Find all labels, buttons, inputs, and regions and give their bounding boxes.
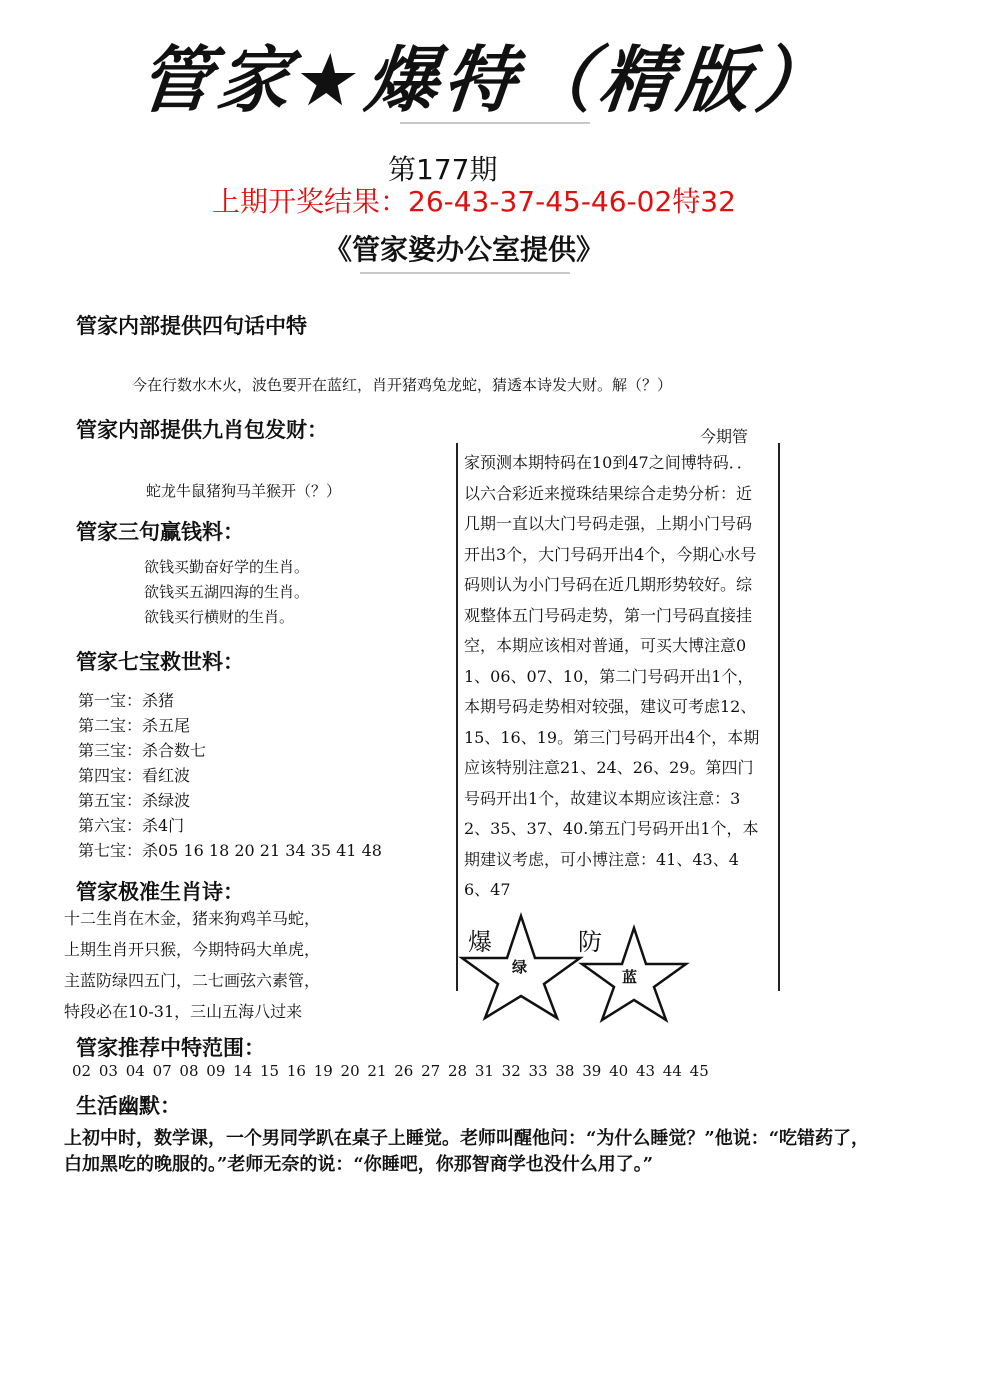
treasure-item: 第一宝：杀猪: [78, 691, 175, 710]
analysis-head: 今期管: [700, 427, 749, 446]
treasure-item: 第六宝：杀4门: [78, 816, 185, 835]
zodiac-poem-lines: [64, 906, 320, 1030]
poem-line: 主蓝防绿四五门，二七画弦六素管，: [64, 971, 321, 990]
star2-label: 防: [578, 928, 602, 956]
three-lines-heading: 管家三句赢钱料：: [76, 519, 244, 544]
nine-zodiac-heading: 管家内部提供九肖包发财：: [76, 417, 328, 442]
three-lines-item: 欲钱买行横财的生肖。: [144, 608, 295, 626]
treasure-item: 第三宝：杀合数七: [78, 741, 207, 760]
seven-treasures-heading: 管家七宝救世料：: [76, 649, 244, 674]
star1-label: 爆: [468, 928, 492, 956]
poem-line: 上期生肖开只猴，今期特码大单虎，: [64, 940, 321, 959]
nine-zodiac-text: 蛇龙牛鼠猪狗马羊猴开（？）: [146, 482, 342, 500]
last-draw-result: 上期开奖结果：26-43-37-45-46-02特32: [212, 185, 736, 218]
four-lines-heading: 管家内部提供四句话中特: [76, 313, 307, 338]
treasure-item: 第七宝：杀05 16 18 20 21 34 35 41 48: [78, 841, 382, 860]
range-heading: 管家推荐中特范围：: [76, 1035, 265, 1060]
issue-number: 第177期: [388, 153, 498, 186]
provider-underline-decoration: [360, 272, 570, 274]
seven-treasures-list: [78, 688, 382, 863]
poem-line: 特段必在10-31，三山五海八过来: [64, 1002, 303, 1021]
treasure-item: 第四宝：看红波: [78, 766, 191, 785]
star2-inner: 蓝: [622, 968, 638, 986]
page-title: 管家★爆特（精版）: [134, 38, 839, 122]
range-numbers: 02 03 04 07 08 09 14 15 16 19 20 21 26 27 28 31 32 33 38 39 40 43 44 45: [72, 1062, 709, 1080]
poem-line: 十二生肖在木金，猪来狗鸡羊马蛇，: [64, 909, 321, 928]
humor-line-2: 白加黑吃的晚服的。”老师无奈的说：“你睡吧，你那智商学也没什么用了。”: [64, 1154, 654, 1175]
humor-line-1: 上初中时，数学课，一个男同学趴在桌子上睡觉。老师叫醒他问：“为什么睡觉？”他说：“吃错药了，: [64, 1128, 870, 1149]
four-lines-text: 今在行数水木火，波色要开在蓝红，肖开猪鸡兔龙蛇，猜透本诗发大财。解（？）: [132, 376, 673, 394]
three-lines-list: [144, 556, 309, 631]
humor-heading: 生活幽默：: [76, 1093, 181, 1118]
three-lines-item: 欲钱买勤奋好学的生肖。: [144, 558, 310, 576]
star1-inner: 绿: [512, 958, 528, 976]
treasure-item: 第二宝：杀五尾: [78, 716, 191, 735]
provider-line: 《管家婆办公室提供》: [324, 233, 605, 266]
treasure-item: 第五宝：杀绿波: [78, 791, 191, 810]
analysis-text: 家预测本期特码在10到47之间博特码．． 以六合彩近来搅珠结果综合走势分析：近几期一直以大门号码走强，上期小门号码开出3个，大门号码开出4个，今期心水号码则认为小门号码在近几期形势较好。综观整体五门号码走势，第一门号码直接挂空，本期应该相对普通，可买大博注意01、06、07、10，第二门号码开出1个，本期号码走势相对较强，建议可考虑12、15、16、19。第三门号码开出4个，本期应该特别注意21、24、26、29。第四门号码开出1个，故建议本期应该注意：32、35、37、40.第五门号码开出1个，本期建议考虑，可小博注意：41、43、46、47: [464, 453, 777, 899]
three-lines-item: 欲钱买五湖四海的生肖。: [144, 583, 310, 601]
zodiac-poem-heading: 管家极准生肖诗：: [76, 879, 244, 904]
title-underline-decoration: [400, 122, 590, 124]
